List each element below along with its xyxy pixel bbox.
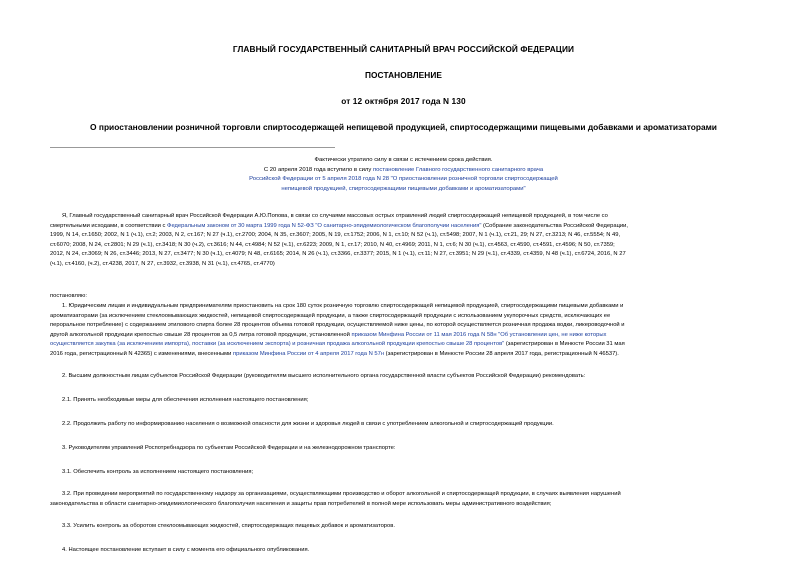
repealing-act-link[interactable]: непищевой продукцией, спиртосодержащими пищевыми добавками и ароматизаторами" <box>281 185 526 192</box>
item-3-2-line: законодательства в области санитарно-эпидемиологического благополучия населения и защиты прав потребителей в полной мере использовать меры административного воздействия; <box>50 500 552 507</box>
item-4: 4. Настоящее постановление вступает в силу с момента его официального опубликования. <box>62 547 310 553</box>
status-note-line <box>200 166 607 176</box>
item-2-2: 2.2. Продолжить работу по информированию населения о возможной опасности для жизни и здоровья людей в связи с употреблением алкогольной и спиртосодержащей продукции. <box>62 421 554 427</box>
resolve-word: постановляю: <box>50 293 87 299</box>
item-1-text: 2016 года, регистрационный N 42365) с изменениями, внесенными <box>50 350 233 357</box>
item-3-2-line: 3.2. При проведении мероприятий по государственному надзору за организациями, осуществляющими производство и оборот алкогольной и спиртосодержащей продукции, в случаях выявления нарушений <box>62 491 621 497</box>
document-date-number: от 12 октября 2017 года N 130 <box>341 96 466 106</box>
preamble-line: 1999, N 14, ст.1650; 2002, N 1 (ч.1), ст.2; 2003, N 2, ст.167; N 27 (ч.1), ст.2700; 2004, N 35, ст.3607; 2005, N 19, ст.1752; 2006, N 1, ст.10; N 52 (ч.1), ст.5498; 2007, N 1 (ч.1), ст.21, 29; N 27, ст.3213; N 46, ст.5554; N 49, <box>50 232 621 239</box>
item-3-2 <box>50 490 756 509</box>
item-1-text: другой алкогольной продукции крепостью свыше 28 процентов за 0,5 литра готовой продукции, установленной <box>50 331 352 338</box>
minfin-order-58n-link[interactable]: приказом Минфина России от 11 мая 2016 года N 58н "Об установлении цен, не ниже которых <box>351 331 607 338</box>
item-1-line <box>50 340 756 350</box>
preamble <box>50 212 756 270</box>
item-3: 3. Руководителям управлений Роспотребнадзора по субъектам Российской Федерации и на железнодорожном транспорте: <box>62 445 396 451</box>
item-2-1: 2.1. Принять необходимые меры для обеспечения исполнения настоящего постановления; <box>62 397 309 403</box>
item-2: 2. Высшим должностным лицам субъектов Российской Федерации (руководителям высшего исполнительного органа государственной власти субъектов Российской Федерации) рекомендовать: <box>62 373 586 379</box>
status-note-line: Фактически утратило силу в связи с истечением срока действия. <box>314 157 493 163</box>
item-1-text: (зарегистрирован в Минюсте России 31 мая <box>504 341 625 348</box>
item-1-line: пероральное потребление) с содержанием этилового спирта более 28 процентов объема готовой продукции, осуществляемой ниже цены, по которой осуществляется розничная продажа водки, ликероводочной и <box>50 322 625 329</box>
document-title: О приостановлении розничной торговли спиртосодержащей непищевой продукцией, спиртосодержащими пищевыми добавками и ароматизаторами <box>90 122 717 132</box>
item-1-line <box>50 331 756 341</box>
minfin-order-58n-link[interactable]: осуществляется закупка (за исключением импорта), поставки (за исключением экспорта) и розничная продажа алкогольной продукции крепостью свыше 28 процентов" <box>50 341 505 348</box>
minfin-order-57n-link[interactable]: приказом Минфина России от 4 апреля 2017 года N 57н <box>232 350 385 357</box>
preamble-line <box>50 222 756 232</box>
issuing-authority: ГЛАВНЫЙ ГОСУДАРСТВЕННЫЙ САНИТАРНЫЙ ВРАЧ РОССИЙСКОЙ ФЕДЕРАЦИИ <box>232 44 575 54</box>
item-1-line <box>50 350 756 360</box>
preamble-text: (Собрание законодательства Российской Федерации, <box>481 222 628 229</box>
preamble-line: (ч.1), ст.4160, (ч.2), ст.4238, 2017, N 27, ст.3932, ст.3938, N 31 (ч.1), ст.4765, ст.4770) <box>50 260 275 267</box>
federal-law-link[interactable]: Федеральным законом от 30 марта 1999 года N 52-ФЗ "О санитарно-эпидемиологическом благополучии населения" <box>167 222 482 229</box>
repealing-act-link[interactable]: Российской Федерации от 5 апреля 2018 года N 28 "О приостановлении розничной торговли спиртосодержащей <box>249 176 558 183</box>
document-type: ПОСТАНОВЛЕНИЕ <box>364 70 443 80</box>
repealing-act-link[interactable]: постановление Главного государственного санитарного врача <box>372 166 544 173</box>
status-note <box>200 156 607 194</box>
divider <box>50 147 335 148</box>
item-1-line: 1. Юридическим лицам и индивидуальным предпринимателям приостановить на срок 180 суток розничную торговлю спиртосодержащей непищевой продукцией, спиртосодержащими пищевыми добавками и <box>62 303 624 309</box>
preamble-line: Я, Главный государственный санитарный врач Российской Федерации А.Ю.Попова, в связи со случаями массовых острых отравлений людей спиртосодержащей непищевой продукцией, в том числе со <box>62 213 608 219</box>
item-1 <box>50 302 756 360</box>
preamble-line: 2012, N 24, ст.3069; N 26, ст.3446; 2013, N 27, ст.3477; N 30 (ч.1), ст.4079; N 48, ст.6165; 2014, N 26 (ч.1), ст.3366, ст.3377; 2015, N 1 (ч.1), ст.11; N 27, ст.3951; N 29 (ч.1), ст.4339, ст.4359, N 48 (ч.1), ст.6724, 2016, N 27 <box>50 251 626 258</box>
item-3-3: 3.3. Усилить контроль за оборотом стеклоомывающих жидкостей, спиртосодержащих пищевых добавок и ароматизаторов. <box>62 523 395 529</box>
preamble-line: ст.6070; 2008, N 24, ст.2801; N 29 (ч.1), ст.3418; N 30 (ч.2), ст.3616; N 44, ст.4984; N 52 (ч.1), ст.6223; 2009, N 1, ст.17; 2010, N 40, ст.4969; 2011, N 1, ст.6; N 30 (ч.1), ст.4563, ст.4590, ст.4591, ст.4596; N 50, ст.7359; <box>50 241 615 248</box>
item-3-1: 3.1. Обеспечить контроль за исполнением настоящего постановления; <box>62 469 254 475</box>
item-1-text: (зарегистрирован в Минюсте России 28 апреля 2017 года, регистрационный N 46537). <box>384 350 619 357</box>
preamble-text: смертельными исходами, в соответствии с <box>50 222 168 229</box>
item-1-line: ароматизаторами (за исключением стеклоомывающих жидкостей, непищевой спиртосодержащей продукции, а также спиртосодержащей продукции с использованием укупорочных средств, исключающих ее <box>50 312 611 319</box>
status-note-text: С 20 апреля 2018 года вступило в силу <box>263 166 373 173</box>
